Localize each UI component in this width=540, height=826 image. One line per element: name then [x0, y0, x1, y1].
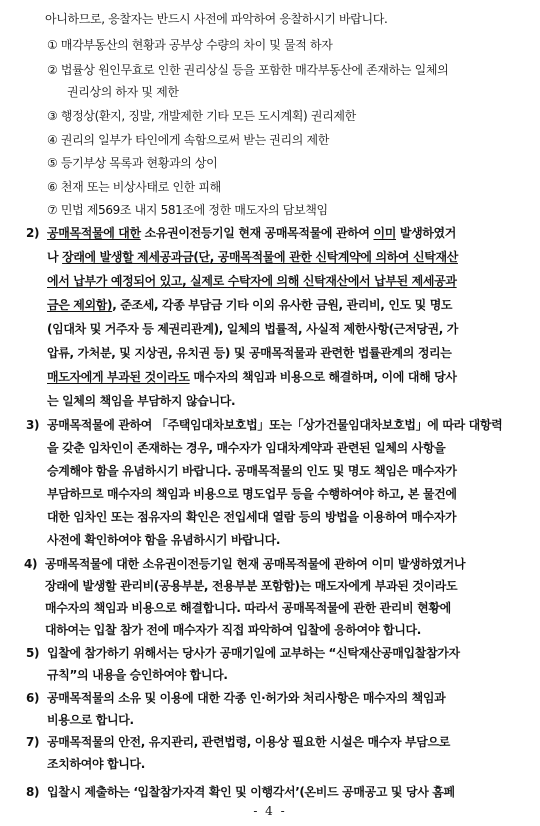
item-number: 5) [26, 646, 40, 660]
item5-line: 입찰에 참가하기 위해서는 당사가 공매기일에 교부하는 “신탁재산공매입찰참가자 [47, 646, 460, 660]
item4-line: 대하여는 입찰 참가 전에 매수자가 직접 파악하여 입찰에 응하여야 합니다. [45, 623, 421, 637]
item8-line: 입찰시 제출하는 ‘입찰참가자격 확인 및 이행각서’(온비드 공매공고 및 당사 홈페 [47, 785, 455, 799]
item2-line-1 [47, 225, 456, 241]
defect-item-4: ④ 권리의 일부가 타인에게 속함으로써 받는 권리의 제한 [47, 133, 329, 147]
item2-text: 발생하였거 [396, 226, 457, 240]
item3-line: 대한 임차인 또는 점유자의 확인은 전입세대 열람 등의 방법을 이용하여 매수자가 [47, 510, 457, 524]
item3-line: 승계해야 함을 유념하시기 바랍니다. 공매목적물의 인도 및 명도 책임은 매수자가 [47, 464, 457, 478]
item-number: 6) [26, 691, 40, 705]
item2-line-4 [47, 297, 452, 313]
defect-item-3: ③ 행정상(환지, 징발, 개발제한 기타 모든 도시계획) 권리제한 [47, 109, 356, 123]
item2-line-8: 는 일체의 책임을 부담하지 않습니다. [47, 394, 236, 408]
defect-item-1: ① 매각부동산의 현황과 공부상 수량의 차이 및 물적 하자 [47, 38, 333, 52]
item3-line: 사전에 확인하여야 함을 유념하시기 바랍니다. [47, 533, 281, 547]
item-number: 2) [26, 226, 40, 240]
item5-line: 규칙”의 내용을 승인하여야 합니다. [47, 668, 228, 682]
item2-text: 소유권이전등기일 현재 공매목적물에 관하여 [140, 226, 374, 240]
item7-line: 조치하여야 합니다. [47, 757, 145, 771]
item2-line-6: 압류, 가처분, 및 지상권, 유치권 등) 및 공매목적물과 관련한 법률관계의 정리는 [47, 346, 452, 360]
item-number: 8) [26, 785, 40, 799]
item6-line: 비용으로 합니다. [47, 713, 134, 727]
item-number: 3) [26, 418, 40, 432]
item2-underline: 장래에 발생할 제세공과금(단, 공매목적물에 관한 신탁계약에 의하여 신탁재산 [62, 250, 458, 264]
item3-line: 부담하므로 매수자의 책임과 비용으로 명도업무 등을 수행하여야 하고, 본 물건에 [47, 487, 457, 501]
item2-underline: 매도자에게 부과된 것이라도 [47, 370, 190, 384]
item3-line: 공매목적물에 관하여 「주택임대차보호법」또는「상가건물임대차보호법」에 따라 대항력 [47, 418, 503, 432]
page-number: - 4 - [253, 804, 287, 818]
item6-line: 공매목적물의 소유 및 이용에 대한 각종 인·허가와 처리사항은 매수자의 책임과 [47, 691, 446, 705]
item4-line: 장래에 발생할 관리비(공용부분, 전용부분 포함함)는 매도자에게 부과된 것이라도 [45, 579, 458, 593]
defect-item-5: ⑤ 등기부상 목록과 현황과의 상이 [47, 156, 218, 170]
defect-item-2-cont: 권리상의 하자 및 제한 [67, 85, 179, 99]
item2-line-7 [47, 369, 457, 385]
item4-line: 매수자의 책임과 비용으로 해결합니다. 따라서 공매목적물에 관한 관리비 현황에 [45, 601, 451, 615]
item2-underline: 공매목적물에 대한 [47, 226, 141, 240]
defect-item-7: ⑦ 민법 제569조 내지 581조에 정한 매도자의 담보책임 [47, 203, 328, 217]
item2-line-2 [47, 249, 458, 265]
item-number: 7) [26, 735, 40, 749]
item7-line: 공매목적물의 안전, 유지관리, 관련법령, 이용상 필요한 시설은 매수자 부담으로 [47, 735, 450, 749]
item2-text: 매수자의 책임과 비용으로 해결하며, 이에 대해 당사 [189, 370, 457, 384]
item3-line: 을 갖춘 임차인이 존재하는 경우, 매수자가 임대차계약과 관련된 일체의 사항을 [47, 441, 446, 455]
item2-line-5: (임대차 및 거주자 등 제권리관계), 일체의 법률적, 사실적 제한사항(근저당권, 가 [47, 322, 458, 336]
item2-text: , 준조세, 각종 부담금 기타 이외 유사한 금원, 관리비, 인도 및 명도 [112, 298, 453, 312]
item2-line-3: 에서 납부가 예정되어 있고, 실제로 수탁자에 의해 신탁재산에서 납부된 제세공과 [47, 274, 457, 288]
intro-text: 아니하므로, 응찰자는 반드시 사전에 파악하여 응찰하시기 바랍니다. [45, 12, 388, 26]
item2-underline: 이미 [373, 226, 396, 240]
defect-item-2: ② 법률상 원인무효로 인한 권리상실 등을 포함한 매각부동산에 존재하는 일체의 [47, 63, 449, 77]
item4-line: 공매목적물에 대한 소유권이전등기일 현재 공매목적물에 관하여 이미 발생하였거나 [45, 557, 466, 571]
item2-text: 나 [47, 250, 63, 264]
item2-underline: 금은 제외함) [47, 298, 113, 312]
item-number: 4) [24, 557, 38, 571]
defect-item-6: ⑥ 천재 또는 비상사태로 인한 피해 [47, 180, 221, 194]
